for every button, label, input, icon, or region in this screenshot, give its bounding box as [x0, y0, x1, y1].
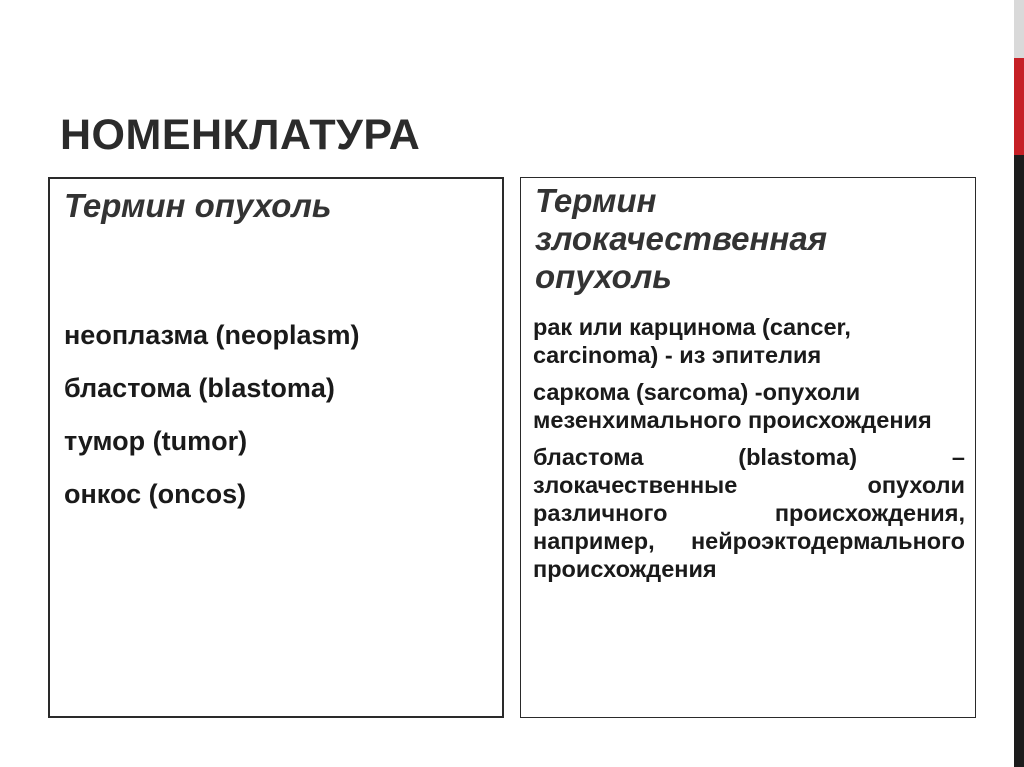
right-items-list — [533, 313, 965, 592]
left-items-list — [64, 319, 360, 531]
left-term-box — [48, 177, 504, 718]
list-item: бластома (blastoma) – злокачественные опухоли различного происхождения, например, нейроэктодермального происхождения — [533, 444, 965, 582]
decor-bar-gray — [1014, 0, 1024, 58]
list-item: неоплазма (neoplasm) — [64, 320, 360, 350]
slide-title: НОМЕНКЛАТУРА — [60, 111, 421, 159]
decor-bar-dark — [1014, 155, 1024, 767]
decor-bar-red — [1014, 58, 1024, 155]
list-item: бластома (blastoma) — [64, 373, 335, 403]
list-item: тумор (tumor) — [64, 426, 248, 456]
list-item: рак или карцинома (cancer, carcinoma) - из эпителия — [533, 314, 851, 368]
right-heading-line: злокачественная — [535, 220, 828, 257]
right-heading-line: Термин — [535, 182, 657, 219]
left-heading: Термин опухоль — [64, 187, 332, 224]
list-item: саркома (sarcoma) -опухоли мезенхимального происхождения — [533, 379, 932, 433]
list-item: онкос (oncos) — [64, 479, 247, 509]
right-heading-line: опухоль — [535, 258, 672, 295]
right-term-box — [520, 177, 976, 718]
right-heading — [535, 182, 955, 296]
